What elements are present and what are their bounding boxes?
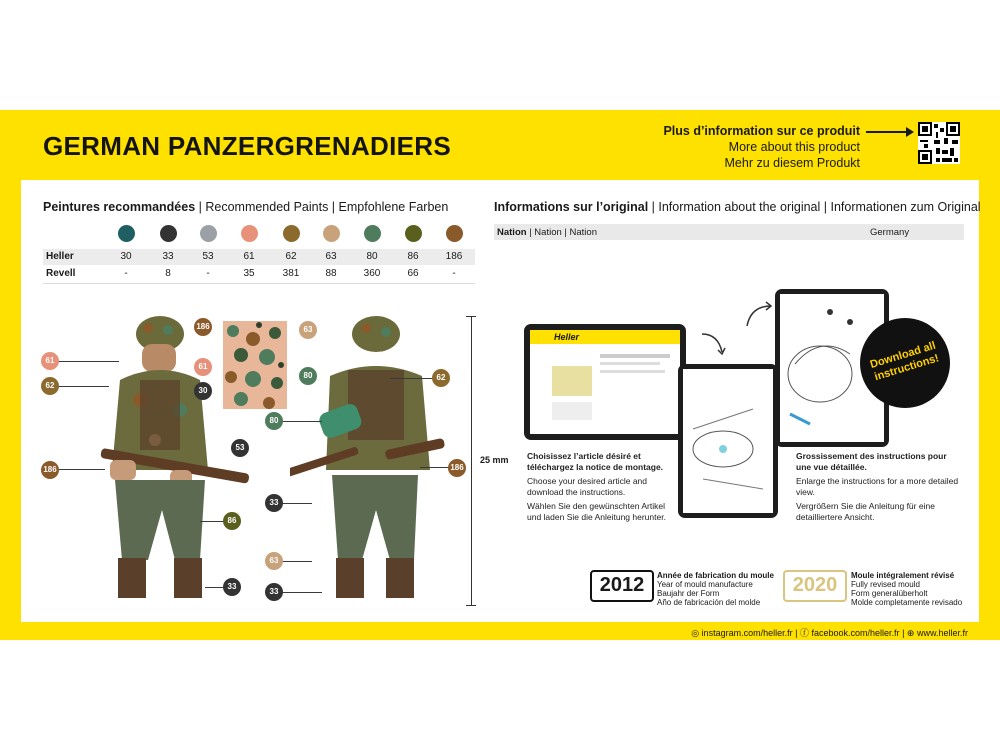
- step-left-text: [527, 451, 677, 522]
- paint-badge: 80: [265, 412, 283, 430]
- paint-badge: 53: [231, 439, 249, 457]
- leader-line: [57, 361, 119, 362]
- step-right-text: [796, 451, 960, 522]
- paint-row-revell: [43, 266, 475, 282]
- original-heading: [494, 200, 981, 214]
- leader-line: [282, 592, 322, 593]
- facebook-icon: ⓕ: [799, 628, 809, 638]
- paint-swatch: [160, 225, 177, 242]
- revell-code: 35: [243, 268, 255, 279]
- revised-de: Form generalüberholt: [851, 589, 928, 598]
- paint-row-heller: [43, 249, 475, 265]
- revell-code: 66: [407, 268, 419, 279]
- heller-code: 62: [285, 251, 297, 262]
- paint-badge: 186: [448, 459, 466, 477]
- more-info-en: More about this product: [728, 140, 860, 154]
- scale-bar: [471, 316, 472, 606]
- table-divider: [43, 283, 475, 284]
- paint-swatch: [200, 225, 217, 242]
- paints-heading: [43, 200, 448, 214]
- paints-heading-rest: | Recommended Paints | Empfohlene Farben: [195, 200, 449, 214]
- heller-logo: Heller: [554, 332, 580, 342]
- original-heading-fr: Informations sur l’original: [494, 200, 649, 214]
- download-all-text: Download all instructions!: [868, 339, 941, 384]
- step-right-de: Vergrößern Sie die Anleitung für eine detailliertere Ansicht.: [796, 501, 935, 522]
- paint-swatch: [283, 225, 300, 242]
- heller-code: 86: [407, 251, 419, 262]
- heller-code: 33: [162, 251, 174, 262]
- paint-badge: 62: [432, 369, 450, 387]
- instagram-icon: ◎: [691, 628, 700, 638]
- paint-badge: 33: [265, 583, 283, 601]
- arrow-head-icon: [906, 127, 914, 137]
- nation-row: [494, 224, 964, 240]
- revell-code: 88: [325, 268, 337, 279]
- text-line: [600, 354, 670, 358]
- paint-badge: 80: [299, 367, 317, 385]
- scale-bar-top: [466, 316, 476, 317]
- scale-label: 25 mm: [480, 455, 509, 465]
- paint-swatch: [446, 225, 463, 242]
- heller-code: 30: [120, 251, 132, 262]
- leader-line: [282, 503, 312, 504]
- nation-value: Germany: [870, 227, 910, 238]
- product-box-thumb: [552, 366, 592, 396]
- more-info-de: Mehr zu diesem Produkt: [724, 156, 860, 170]
- leader-line: [390, 378, 434, 379]
- revell-code: -: [452, 268, 456, 279]
- paint-badge: 30: [194, 382, 212, 400]
- nation-label-rest: | Nation | Nation: [526, 227, 597, 238]
- curved-arrow-icon: [745, 300, 775, 330]
- paint-badge: 61: [194, 358, 212, 376]
- more-info-fr: Plus d’information sur ce produit: [663, 124, 860, 138]
- paint-badge: 63: [265, 552, 283, 570]
- row-label-revell: Revell: [46, 268, 76, 279]
- revised-es: Molde completamente revisado: [851, 598, 963, 607]
- leader-line: [282, 421, 322, 422]
- heller-code: 63: [325, 251, 337, 262]
- curved-arrow-icon: [700, 328, 730, 358]
- paint-swatch: [118, 225, 135, 242]
- nation-label-bold: Nation: [497, 227, 527, 238]
- revised-year-text: [851, 571, 962, 607]
- instagram-link[interactable]: instagram.com/heller.fr: [701, 628, 793, 638]
- leader-line: [420, 467, 450, 468]
- paint-badge: 61: [41, 352, 59, 370]
- text-line: [600, 370, 665, 373]
- more-info-block: [663, 123, 860, 171]
- mould-fr: Année de fabrication du moule: [657, 571, 774, 580]
- footer-divider: |: [902, 628, 907, 638]
- mould-de: Baujahr der Form: [657, 589, 720, 598]
- web-link[interactable]: www.heller.fr: [916, 628, 968, 638]
- paint-swatch: [323, 225, 340, 242]
- paint-badge: 186: [194, 318, 212, 336]
- heller-code: 80: [366, 251, 378, 262]
- revised-fr: Moule intégralement révisé: [851, 571, 955, 580]
- device-screen: [683, 369, 773, 513]
- paint-badge: 86: [223, 512, 241, 530]
- paint-swatch: [241, 225, 258, 242]
- text-block: [552, 402, 592, 420]
- leader-line: [57, 386, 109, 387]
- footer-divider: |: [795, 628, 800, 638]
- laptop-tablet-device: [524, 324, 686, 440]
- heller-code: 186: [445, 251, 463, 262]
- paint-badge: 63: [299, 321, 317, 339]
- revised-en: Fully revised mould: [851, 580, 920, 589]
- globe-icon: ⊕: [906, 628, 915, 638]
- revised-year-badge: 2020: [783, 570, 847, 602]
- step-right-fr: Grossissement des instructions pour une vue détaillée.: [796, 451, 947, 472]
- paint-swatch: [405, 225, 422, 242]
- revell-code: -: [206, 268, 210, 279]
- page-title: GERMAN PANZERGRENADIERS: [43, 131, 451, 161]
- scale-bar-bottom: [466, 605, 476, 606]
- mould-es: Año de fabricación del molde: [657, 598, 761, 607]
- revell-code: 360: [363, 268, 381, 279]
- paint-badge: 33: [223, 578, 241, 596]
- screen-header-bar: [530, 330, 680, 344]
- paint-badge: 186: [41, 461, 59, 479]
- heller-code: 61: [243, 251, 255, 262]
- mould-en: Year of mould manufacture: [657, 580, 753, 589]
- mould-year-text: [657, 571, 774, 607]
- paint-badge: 33: [265, 494, 283, 512]
- paints-heading-fr: Peintures recommandées: [43, 200, 196, 214]
- leader-line: [57, 469, 105, 470]
- camo-swatch: [223, 321, 287, 409]
- soldier-back-figure: [290, 310, 470, 610]
- original-heading-rest: | Information about the original | Informationen zum Original: [648, 200, 981, 214]
- step-left-en: Choose your desired article and download the instructions.: [527, 476, 648, 497]
- device-screen: [530, 330, 680, 434]
- nation-label: [497, 227, 597, 238]
- step-left-fr: Choisissez l’article désiré et téléchargez la notice de montage.: [527, 451, 664, 472]
- download-all-badge[interactable]: [860, 318, 950, 408]
- revell-code: -: [124, 268, 128, 279]
- qr-code-icon[interactable]: [918, 122, 960, 164]
- revell-code: 381: [282, 268, 300, 279]
- leader-line: [282, 561, 312, 562]
- row-label-heller: Heller: [46, 251, 74, 262]
- social-footer: [691, 626, 968, 639]
- paint-badge: 62: [41, 377, 59, 395]
- tablet-device: [678, 364, 778, 518]
- revell-code: 8: [165, 268, 171, 279]
- text-line: [600, 362, 660, 365]
- step-right-en: Enlarge the instructions for a more detailed view.: [796, 476, 959, 497]
- mould-year-badge: 2012: [590, 570, 654, 602]
- step-left-de: Wählen Sie den gewünschten Artikel und laden Sie die Anleitung herunter.: [527, 501, 666, 522]
- heller-code: 53: [202, 251, 214, 262]
- paint-swatch: [364, 225, 381, 242]
- facebook-link[interactable]: facebook.com/heller.fr: [811, 628, 900, 638]
